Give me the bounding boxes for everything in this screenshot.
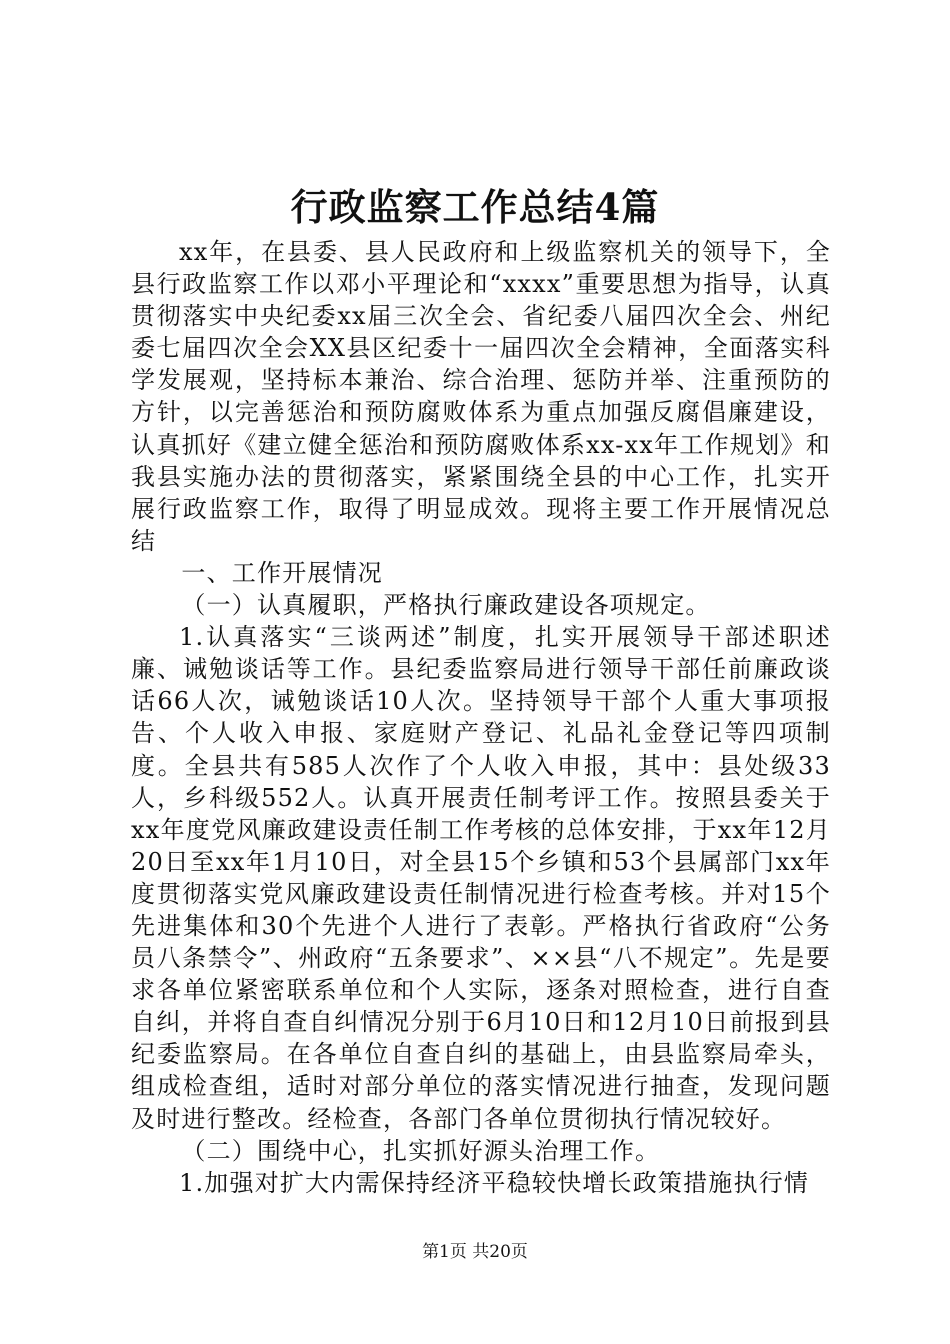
page-footer: 第1页 共20页 [422, 1242, 528, 1262]
subsection-heading-1: （一）认真履职，严格执行廉政建设各项规定。 [181, 591, 711, 620]
document-body [131, 236, 831, 1199]
section-heading-1: 一、工作开展情况 [181, 558, 383, 587]
paragraph-intro: xx年，在县委、县人民政府和上级监察机关的领导下，全县行政监察工作以邓小平理论和“xxxx”重要思想为指导，认真贯彻落实中央纪委xx届三次全会、省纪委八届四次全会、州纪委七届四次全会XX县区纪委十一届四次全会精神，全面落实科学发展观，坚持标本兼治、综合治理、惩防并举、注重预防的方针，以完善惩治和预防腐败体系为重点加强反腐倡廉建设，认真抓好《建立健全惩治和预防腐败体系xx-xx年工作规划》和我县实施办法的贯彻落实，紧紧围绕全县的中心工作，扎实开展行政监察工作，取得了明显成效。现将主要工作开展情况总结 [131, 238, 831, 555]
paragraph-item-2: 1.加强对扩大内需保持经济平稳较快增长政策措施执行情 [179, 1168, 810, 1197]
subsection-heading-2: （二）围绕中心，扎实抓好源头治理工作。 [181, 1136, 661, 1165]
document-title: 行政监察工作总结4篇 [290, 185, 660, 229]
paragraph-item-1: 1.认真落实“三谈两述”制度，扎实开展领导干部述职述廉、诫勉谈话等工作。县纪委监察局进行领导干部任前廉政谈话66人次，诫勉谈话10人次。坚持领导干部个人重大事项报告、个人收入申报、家庭财产登记、礼品礼金登记等四项制度。全县共有585人次作了个人收入申报，其中：县处级33人，乡科级552人。认真开展责任制考评工作。按照县委关于xx年度党风廉政建设责任制工作考核的总体安排，于xx年12月20日至xx年1月10日，对全县15个乡镇和53个县属部门xx年度贯彻落实党风廉政建设责任制情况进行检查考核。并对15个先进集体和30个先进个人进行了表彰。严格执行省政府“公务员八条禁令”、州政府“五条要求”、××县“八不规定”。先是要求各单位紧密联系单位和个人实际，逐条对照检查，进行自查自纠，并将自查自纠情况分别于6月10日和12月10日前报到县纪委监察局。在各单位自查自纠的基础上，由县监察局牵头，组成检查组，适时对部分单位的落实情况进行抽查，发现问题及时进行整改。经检查，各部门各单位贯彻执行情况较好。 [131, 623, 831, 1133]
